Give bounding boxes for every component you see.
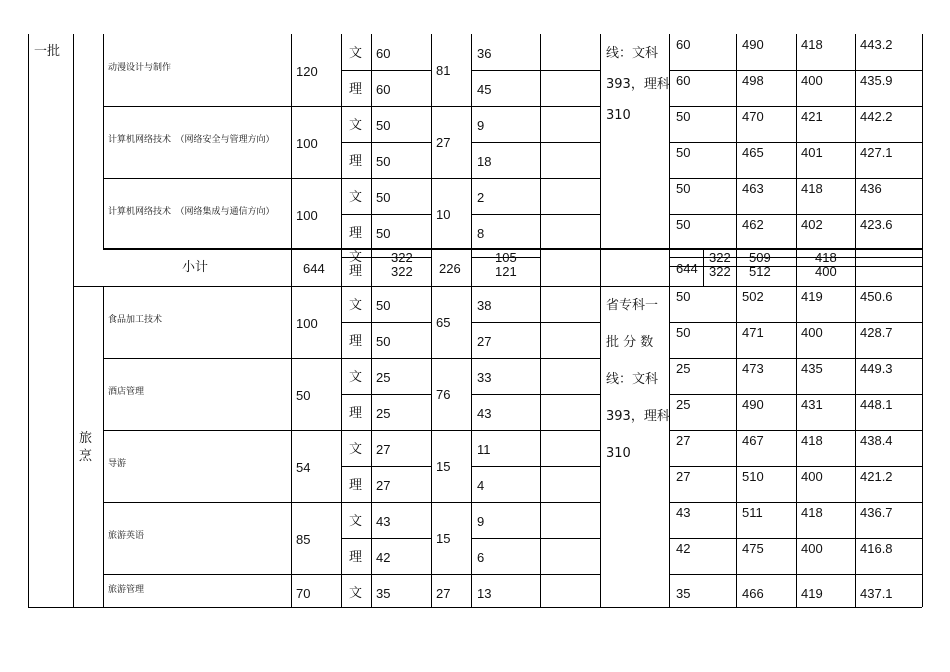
column-line xyxy=(291,34,292,607)
cutoff-note-line: 省专科一 xyxy=(606,298,659,313)
score-row-line xyxy=(669,430,922,431)
column-line xyxy=(855,34,856,607)
department-label-char: 烹 xyxy=(79,449,93,464)
score-cell: 50 xyxy=(676,145,691,160)
row-line xyxy=(471,70,600,71)
track-plan: 50 xyxy=(376,118,391,133)
score-cell: 401 xyxy=(801,145,823,160)
row-line xyxy=(103,358,600,359)
score-cell: 400 xyxy=(801,325,823,340)
track-count: 8 xyxy=(477,226,485,241)
score-cell: 25 xyxy=(676,397,691,412)
table-border-bottom xyxy=(28,607,922,608)
cutoff-note-line: 批 分 数 xyxy=(606,335,654,350)
score-cell: 418 xyxy=(801,505,823,520)
score-cell: 490 xyxy=(742,397,764,412)
major-plan: 50 xyxy=(296,388,311,403)
score-cell: 402 xyxy=(801,217,823,232)
track-plan: 42 xyxy=(376,550,391,565)
track-label: 文 xyxy=(349,118,363,133)
cutoff-note-line: 393，理科 xyxy=(606,409,670,424)
major-name: 食品加工技术 xyxy=(108,315,163,325)
major-name: 动漫设计与制作 xyxy=(108,63,172,73)
subtotal-bottom-line xyxy=(73,286,922,287)
score-cell: 423.6 xyxy=(860,217,893,232)
score-cell: 431 xyxy=(801,397,823,412)
row-line xyxy=(103,502,600,503)
major-plan: 100 xyxy=(296,316,318,331)
score-cell: 416.8 xyxy=(860,541,893,556)
row-line xyxy=(341,538,431,539)
track-count: 11 xyxy=(477,442,491,457)
track-label: 理 xyxy=(349,82,363,97)
score-cell: 435.9 xyxy=(860,73,893,88)
score-row-line xyxy=(669,142,922,143)
track-count: 9 xyxy=(477,118,485,133)
row-line xyxy=(471,322,600,323)
score-cell: 443.2 xyxy=(860,37,893,52)
score-cell: 50 xyxy=(676,289,691,304)
subtotal-score-cell: 322 xyxy=(709,250,731,265)
score-cell: 50 xyxy=(676,181,691,196)
row-line xyxy=(341,394,431,395)
row-line xyxy=(471,214,600,215)
track-plan: 50 xyxy=(376,154,391,169)
score-cell: 490 xyxy=(742,37,764,52)
track-plan: 50 xyxy=(376,334,391,349)
major-name: 旅游管理 xyxy=(108,585,145,595)
track-label: 文 xyxy=(349,298,363,313)
score-row-line xyxy=(669,178,922,179)
track-count: 6 xyxy=(477,550,485,565)
track-plan: 50 xyxy=(376,190,391,205)
subtotal-track-plan: 322 xyxy=(391,250,413,265)
subtotal-admitted: 226 xyxy=(439,261,461,276)
table-border-right xyxy=(922,34,923,607)
major-plan: 54 xyxy=(296,460,311,475)
major-name: 酒店管理 xyxy=(108,387,145,397)
track-plan: 25 xyxy=(376,406,391,421)
major-plan: 70 xyxy=(296,586,311,601)
track-label: 文 xyxy=(349,442,363,457)
subtotal-score-cell: 418 xyxy=(815,250,837,265)
score-cell: 25 xyxy=(676,361,691,376)
score-cell: 436 xyxy=(860,181,882,196)
track-plan: 43 xyxy=(376,514,391,529)
cutoff-note-line: 310 xyxy=(606,446,631,461)
score-cell: 421 xyxy=(801,109,823,124)
score-cell: 438.4 xyxy=(860,433,893,448)
score-cell: 60 xyxy=(676,37,691,52)
major-plan: 100 xyxy=(296,208,318,223)
score-cell: 435 xyxy=(801,361,823,376)
track-label: 文 xyxy=(349,514,363,529)
subtotal-track-count: 121 xyxy=(495,264,517,279)
score-cell: 502 xyxy=(742,289,764,304)
major-admitted: 76 xyxy=(436,387,451,402)
track-label: 文 xyxy=(349,190,363,205)
score-cell: 50 xyxy=(676,325,691,340)
track-count: 38 xyxy=(477,298,492,313)
score-cell: 448.1 xyxy=(860,397,893,412)
subtotal-score-cell: 644 xyxy=(676,261,698,276)
department-label-char: 旅 xyxy=(79,431,93,446)
column-line xyxy=(431,34,432,607)
score-row-line xyxy=(669,502,922,503)
track-plan: 27 xyxy=(376,442,391,457)
major-name: 计算机网络技术 （网络集成与通信方向） xyxy=(108,207,275,217)
row-line xyxy=(471,466,600,467)
score-cell: 467 xyxy=(742,433,764,448)
score-cell: 27 xyxy=(676,433,691,448)
column-line xyxy=(736,286,737,607)
column-line xyxy=(103,286,104,607)
column-line xyxy=(540,34,541,607)
track-plan: 60 xyxy=(376,82,391,97)
major-name: 计算机网络技术 （网络安全与管理方向） xyxy=(108,135,275,145)
score-cell: 400 xyxy=(801,469,823,484)
score-cell: 421.2 xyxy=(860,469,893,484)
table-border-left xyxy=(28,34,29,607)
score-cell: 60 xyxy=(676,73,691,88)
cutoff-note-line: 310 xyxy=(606,108,631,123)
column-line xyxy=(736,34,737,248)
track-count: 33 xyxy=(477,370,492,385)
score-cell: 466 xyxy=(742,586,764,601)
row-line xyxy=(669,257,922,258)
score-cell: 471 xyxy=(742,325,764,340)
score-cell: 510 xyxy=(742,469,764,484)
score-row-line xyxy=(669,574,922,575)
score-cell: 27 xyxy=(676,469,691,484)
score-row-line xyxy=(669,214,922,215)
column-line xyxy=(103,34,104,248)
track-plan: 60 xyxy=(376,46,391,61)
major-plan: 85 xyxy=(296,532,311,547)
track-label: 理 xyxy=(349,334,363,349)
major-admitted: 15 xyxy=(436,531,451,546)
major-plan: 120 xyxy=(296,64,318,79)
track-plan: 27 xyxy=(376,478,391,493)
score-row-line xyxy=(669,322,922,323)
row-line xyxy=(471,538,600,539)
track-plan: 50 xyxy=(376,226,391,241)
score-cell: 418 xyxy=(801,181,823,196)
major-admitted: 10 xyxy=(436,207,451,222)
score-row-line xyxy=(669,466,922,467)
major-plan: 100 xyxy=(296,136,318,151)
track-label: 文 xyxy=(349,370,363,385)
track-count: 27 xyxy=(477,334,492,349)
score-cell: 418 xyxy=(801,37,823,52)
score-row-line xyxy=(669,266,922,267)
track-plan: 35 xyxy=(376,586,391,601)
major-admitted: 65 xyxy=(436,315,451,330)
track-label: 理 xyxy=(349,226,363,241)
score-cell: 442.2 xyxy=(860,109,893,124)
track-plan: 25 xyxy=(376,370,391,385)
subtotal-track-count: 105 xyxy=(495,250,517,265)
subtotal-track-plan: 322 xyxy=(391,264,413,279)
column-line xyxy=(669,34,670,607)
row-line xyxy=(103,106,600,107)
track-count: 2 xyxy=(477,190,485,205)
score-cell: 470 xyxy=(742,109,764,124)
row-line xyxy=(341,142,431,143)
score-cell: 50 xyxy=(676,217,691,232)
score-cell: 419 xyxy=(801,289,823,304)
score-cell: 427.1 xyxy=(860,145,893,160)
subtotal-score-cell: 509 xyxy=(749,250,771,265)
row-line xyxy=(103,430,600,431)
track-label: 文 xyxy=(349,586,363,601)
score-cell: 462 xyxy=(742,217,764,232)
score-row-line xyxy=(669,358,922,359)
score-cell: 437.1 xyxy=(860,586,893,601)
track-label: 文 xyxy=(349,46,363,61)
column-line xyxy=(703,248,704,286)
track-count: 36 xyxy=(477,46,492,61)
major-name: 旅游英语 xyxy=(108,531,145,541)
track-label: 理 xyxy=(349,406,363,421)
track-plan: 50 xyxy=(376,298,391,313)
score-cell: 42 xyxy=(676,541,691,556)
column-line xyxy=(796,34,797,607)
subtotal-score-cell: 512 xyxy=(749,264,771,279)
cutoff-note-line: 线：文科 xyxy=(606,372,659,387)
score-cell: 43 xyxy=(676,505,691,520)
track-label: 理 xyxy=(349,550,363,565)
row-line xyxy=(103,178,600,179)
row-line xyxy=(341,214,431,215)
track-count: 43 xyxy=(477,406,492,421)
column-line xyxy=(73,34,74,607)
row-line xyxy=(341,322,431,323)
track-count: 4 xyxy=(477,478,485,493)
track-count: 18 xyxy=(477,154,492,169)
score-cell: 418 xyxy=(801,433,823,448)
column-line xyxy=(736,248,737,286)
row-line xyxy=(341,70,431,71)
row-line xyxy=(103,574,600,575)
level-label: 一批 xyxy=(34,44,61,59)
score-cell: 465 xyxy=(742,145,764,160)
track-count: 9 xyxy=(477,514,485,529)
column-line xyxy=(600,34,601,607)
track-count: 13 xyxy=(477,586,492,601)
score-cell: 498 xyxy=(742,73,764,88)
major-admitted: 81 xyxy=(436,63,451,78)
row-line xyxy=(471,394,600,395)
score-cell: 511 xyxy=(742,505,763,520)
subtotal-label: 小计 xyxy=(182,260,209,275)
score-cell: 400 xyxy=(801,541,823,556)
major-admitted: 27 xyxy=(436,135,451,150)
track-label: 理 xyxy=(349,264,363,279)
track-count: 45 xyxy=(477,82,492,97)
major-name: 导游 xyxy=(108,459,127,469)
score-cell: 450.6 xyxy=(860,289,893,304)
score-cell: 449.3 xyxy=(860,361,893,376)
score-cell: 400 xyxy=(801,73,823,88)
score-cell: 35 xyxy=(676,586,691,601)
cutoff-note-line: 393，理科 xyxy=(606,77,670,92)
score-cell: 475 xyxy=(742,541,764,556)
score-cell: 419 xyxy=(801,586,823,601)
cutoff-note-line: 线：文科 xyxy=(606,46,659,61)
score-cell: 463 xyxy=(742,181,764,196)
score-row-line xyxy=(669,394,922,395)
subtotal-score-cell: 322 xyxy=(709,264,731,279)
column-line xyxy=(341,34,342,607)
score-cell: 473 xyxy=(742,361,764,376)
score-row-line xyxy=(669,106,922,107)
subtotal-score-cell: 400 xyxy=(815,264,837,279)
subtotal-plan: 644 xyxy=(303,261,325,276)
score-cell: 428.7 xyxy=(860,325,893,340)
major-admitted: 27 xyxy=(436,586,451,601)
track-label: 理 xyxy=(349,154,363,169)
score-row-line xyxy=(669,70,922,71)
major-admitted: 15 xyxy=(436,459,451,474)
row-line xyxy=(341,466,431,467)
score-row-line xyxy=(669,538,922,539)
track-label: 理 xyxy=(349,478,363,493)
column-line xyxy=(471,34,472,607)
track-label: 文 xyxy=(349,250,363,265)
score-cell: 50 xyxy=(676,109,691,124)
score-cell: 436.7 xyxy=(860,505,893,520)
row-line xyxy=(471,142,600,143)
column-line xyxy=(371,34,372,607)
